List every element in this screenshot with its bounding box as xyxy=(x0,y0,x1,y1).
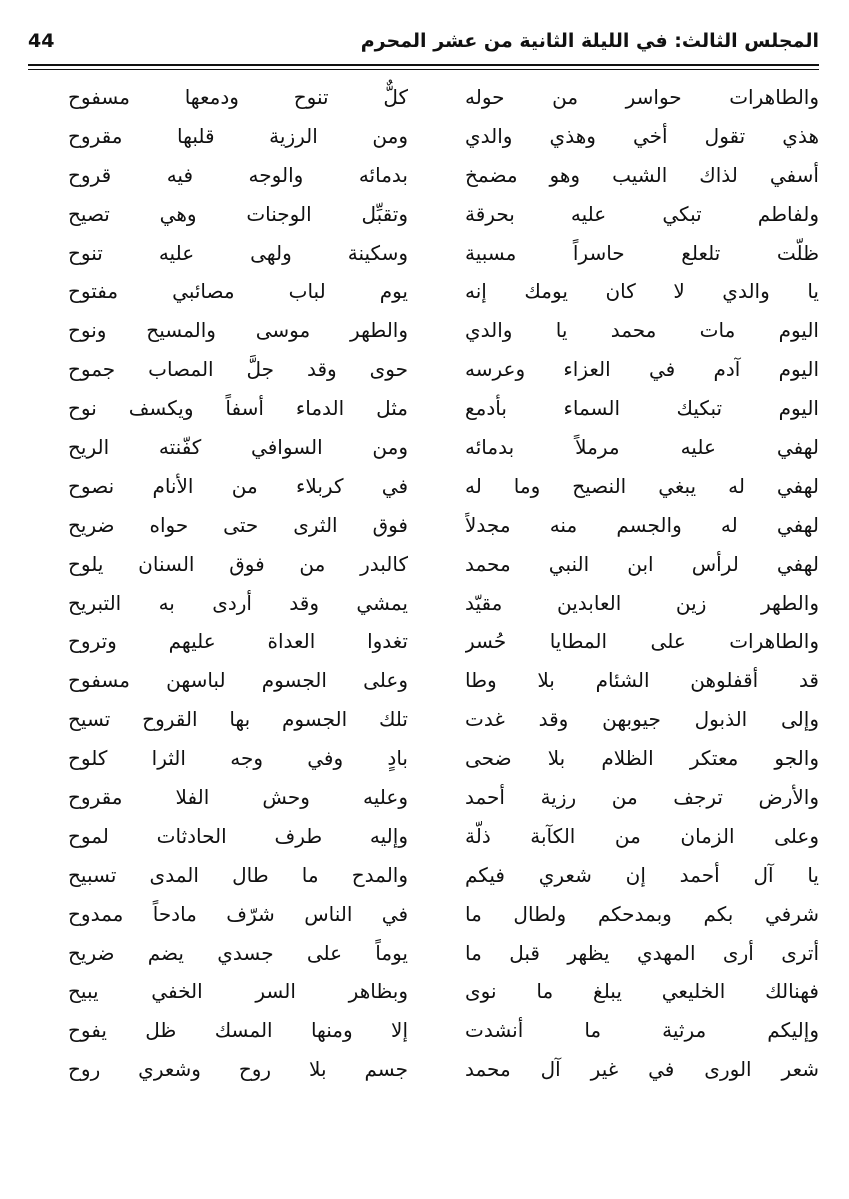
verse-line: والجو معتكر الظلام بلا ضحى xyxy=(465,746,819,771)
poem-right-column xyxy=(465,78,819,1178)
header-rule-thick xyxy=(28,64,819,66)
verse-line: بدمائه والوجه فيه قروح xyxy=(68,162,408,187)
verse-line: قد أقفلوهن الشئام بلا وطا xyxy=(465,668,819,693)
verse-line: جسم بلا روح وشعري روح xyxy=(68,1057,408,1082)
verse-line: ولفاطم تبكي عليه بحرقة xyxy=(465,201,819,226)
verse-line: إلا ومنها المسك ظل يفوح xyxy=(68,1018,408,1043)
verse-line: شرفي بكم وبمدحكم ولطال ما xyxy=(465,901,819,926)
chapter-title: المجلس الثالث: في الليلة الثانية من عشر المحرم xyxy=(360,30,819,52)
header-rule-thin xyxy=(28,69,819,70)
verse-line: والمدح ما طال المدى تسبيح xyxy=(68,862,408,887)
verse-line: وعلى الجسوم لباسهن مسفوح xyxy=(68,668,408,693)
verse-line: في الناس شرّف مادحاً ممدوح xyxy=(68,901,408,926)
page-header xyxy=(28,30,819,64)
verse-line: ومن السوافي كفّنته الريح xyxy=(68,435,408,460)
verse-line: فهنالك الخليعي يبلغ ما نوى xyxy=(465,979,819,1004)
verse-line: وسكينة ولهى عليه تنوح xyxy=(68,240,408,265)
verse-line: في كربلاء من الأنام نصوح xyxy=(68,473,408,498)
verse-line: يوم لباب مصائبي مفتوح xyxy=(68,279,408,304)
verse-line: والطهر زين العابدين مقيّد xyxy=(465,590,819,615)
verse-line: وعلى الزمان من الكآبة ذلّة xyxy=(465,823,819,848)
verse-line: كالبدر من فوق السنان يلوح xyxy=(68,551,408,576)
verse-line: والطاهرات حواسر من حوله xyxy=(465,85,819,109)
verse-line: كلٌّ تنوح ودمعها مسفوح xyxy=(68,85,408,109)
verse-line: أسفي لذاك الشيب وهو مضمخ xyxy=(465,162,819,187)
verse-line: لهفي له والجسم منه مجدلاً xyxy=(465,512,819,537)
verse-line: ومن الرزية قلبها مقروح xyxy=(68,123,408,148)
verse-line: اليوم مات محمد يا والدي xyxy=(465,318,819,343)
verse-line: وبظاهر السر الخفي يبيح xyxy=(68,979,408,1004)
verse-line: تغدوا العداة عليهم وتروح xyxy=(68,629,408,654)
verse-line: يوماً على جسدي يضم ضريح xyxy=(68,940,408,965)
verse-line: والطهر موسى والمسيح ونوح xyxy=(68,318,408,343)
verse-line: يا آل أحمد إن شعري فيكم xyxy=(465,862,819,887)
page-number: 44 xyxy=(28,30,55,52)
verse-line: وإلى الذبول جيوبهن وقد غدت xyxy=(465,707,819,732)
verse-line: تلك الجسوم بها القروح تسيح xyxy=(68,707,408,732)
verse-line: وإليه طرف الحادثات لموح xyxy=(68,823,408,848)
verse-line: يمشي وقد أردى به التبريح xyxy=(68,590,408,615)
poem-left-column xyxy=(68,78,408,1178)
verse-line: أترى أرى المهدي يظهر قبل ما xyxy=(465,940,819,965)
verse-line: وعليه وحش الفلا مقروح xyxy=(68,785,408,810)
verse-line: ظلّت تلعلع حاسراً مسبية xyxy=(465,240,819,265)
verse-line: اليوم تبكيك السماء بأدمع xyxy=(465,396,819,421)
verse-line: وتقبِّل الوجنات وهي تصيح xyxy=(68,201,408,226)
verse-line: يا والدي لا كان يومك إنه xyxy=(465,279,819,304)
verse-line: والأرض ترجف من رزية أحمد xyxy=(465,785,819,810)
verse-line: هذي تقول أخي وهذي والدي xyxy=(465,123,819,148)
verse-line: اليوم آدم في العزاء وعرسه xyxy=(465,357,819,382)
verse-line: فوق الثرى حتى حواه ضريح xyxy=(68,512,408,537)
verse-line: لهفي لرأس ابن النبي محمد xyxy=(465,551,819,576)
verse-line: لهفي عليه مرملاً بدمائه xyxy=(465,435,819,460)
verse-line: والطاهرات على المطايا حُسر xyxy=(465,629,819,654)
verse-line: بادٍ وفي وجه الثرا كلوح xyxy=(68,746,408,771)
verse-line: مثل الدماء أسفاً ويكسف نوح xyxy=(68,396,408,421)
verse-line: وإليكم مرثية ما أنشدت xyxy=(465,1018,819,1043)
verse-line: حوى وقد جلَّ المصاب جموح xyxy=(68,357,408,382)
verse-line: لهفي له يبغي النصيح وما له xyxy=(465,473,819,498)
verse-line: شعر الورى في غير آل محمد xyxy=(465,1057,819,1082)
